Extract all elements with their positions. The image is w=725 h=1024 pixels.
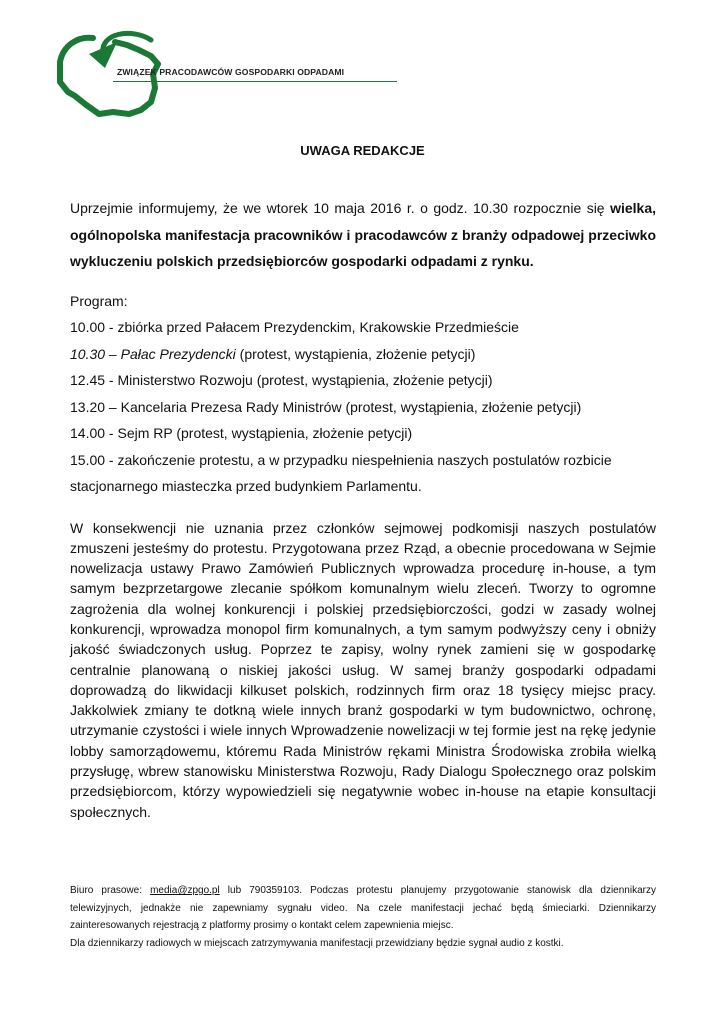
intro-paragraph (70, 195, 656, 275)
footer-prefix: Biuro prasowe: (70, 885, 151, 896)
logo-divider-line (113, 81, 397, 82)
organization-logo (55, 20, 355, 120)
program-item: 13.20 – Kancelaria Prezesa Rady Ministrów (protest, wystąpienia, złożenie petycji) (70, 398, 582, 415)
document-body (70, 195, 656, 822)
program-item (70, 341, 656, 368)
program-item: 10.00 - zbiórka przed Pałacem Prezydenckim, Krakowskie Przedmieście (70, 319, 519, 335)
program-label: Program: (70, 292, 128, 309)
intro-bold-text: wielka, ogólnopolska manifestacja pracowników i pracodawców z branży odpadowej przeciwko wykluczeniu polskich przedsiębiorców gospodarki odpadami z rynku. (70, 200, 656, 269)
program-item-text: (protest, wystąpienia, złożenie petycji) (235, 345, 476, 362)
organization-name: ZWIĄZEK PRACODAWCÓW GOSPODARKI ODPADAMI (117, 67, 345, 77)
footer-text: lub 790359103. Podczas protestu planujemy przygotowanie stanowisk dla dziennikarzy telewizyjnych, jednakże nie zapewniamy sygnału video. Na czele manifestacji jechać będą śmieciarki. Dziennikarzy zainteresowanych rejestracją z platformy prosimy o kontakt celem zapewnienia miejsc. (70, 885, 656, 931)
footer-paragraph (70, 882, 656, 935)
program-item: stacjonarnego miasteczka przed budynkiem Parlamentu. (70, 478, 422, 494)
press-office-footer (70, 882, 656, 952)
program-item: 15.00 - zakończenie protestu, a w przypadku niespełnienia naszych postulatów rozbicie (70, 451, 612, 468)
program-list (70, 288, 656, 500)
program-item-italic: 10.30 – Pałac Prezydencki (70, 345, 236, 362)
footer-radio-note: Dla dziennikarzy radiowych w miejscach zatrzymywania manifestacji przewidziany będzie sygnał audio z kostki. (70, 937, 564, 949)
program-item: 14.00 - Sejm RP (protest, wystąpienia, złożenie petycji) (70, 425, 413, 441)
body-paragraph: W konsekwencji nie uznania przez członków sejmowej podkomisji naszych postulatów zmuszeni jesteśmy do protestu. Przygotowana przez Rząd, a obecnie procedowana w Sejmie nowelizacja ustawy Prawo Zamówień Publicznych wprowadza procedurę in-house, a tym samym bezprzetargowe zlecanie spółkom komunalnym wielu zleceń. Tworzy to ogromne zagrożenia dla wolnej konkurencji i polskiej przedsiębiorczości, godzi w zasady wolnej konkurencji, wprowadza monopol firm komunalnych, a tym samym podwyższy ceny i obniży jakość świadczonych usług. Poprzez te zapisy, wolny rynek zamieni się w gospodarkę centralnie planowaną o niskiej jakości usług. W samej branży gospodarki odpadami doprowadzą do likwidacji kilkuset polskich, rodzinnych firm oraz 18 tysięcy miejsc pracy. Jakkolwiek zmiany te dotkną wiele innych branż gospodarki w tym budownictwo, ochronę, utrzymanie czystości i wiele innych Wprowadzenie nowelizacji w tej formie jest na rękę jedynie lobby samorządowemu, któremu Rada Ministrów rękami Ministra Środowiska zrobiła wielką przysługę, wbrew stanowisku Ministerstwa Rozwoju, Rady Dialogu Społecznego oraz polskim przedsiębiorcom, którzy wypowiedzieli się negatywnie wobec in-house na etapie konsultacji społecznych. (70, 519, 656, 820)
program-item: 12.45 - Ministerstwo Rozwoju (protest, wystąpienia, złożenie petycji) (70, 372, 493, 388)
email-link[interactable]: media@zpgo.pl (150, 885, 220, 896)
document-heading: UWAGA REDAKCJE (300, 143, 425, 158)
intro-text: Uprzejmie informujemy, że we wtorek 10 maja 2016 r. o godz. 10.30 rozpocznie się (70, 200, 611, 216)
